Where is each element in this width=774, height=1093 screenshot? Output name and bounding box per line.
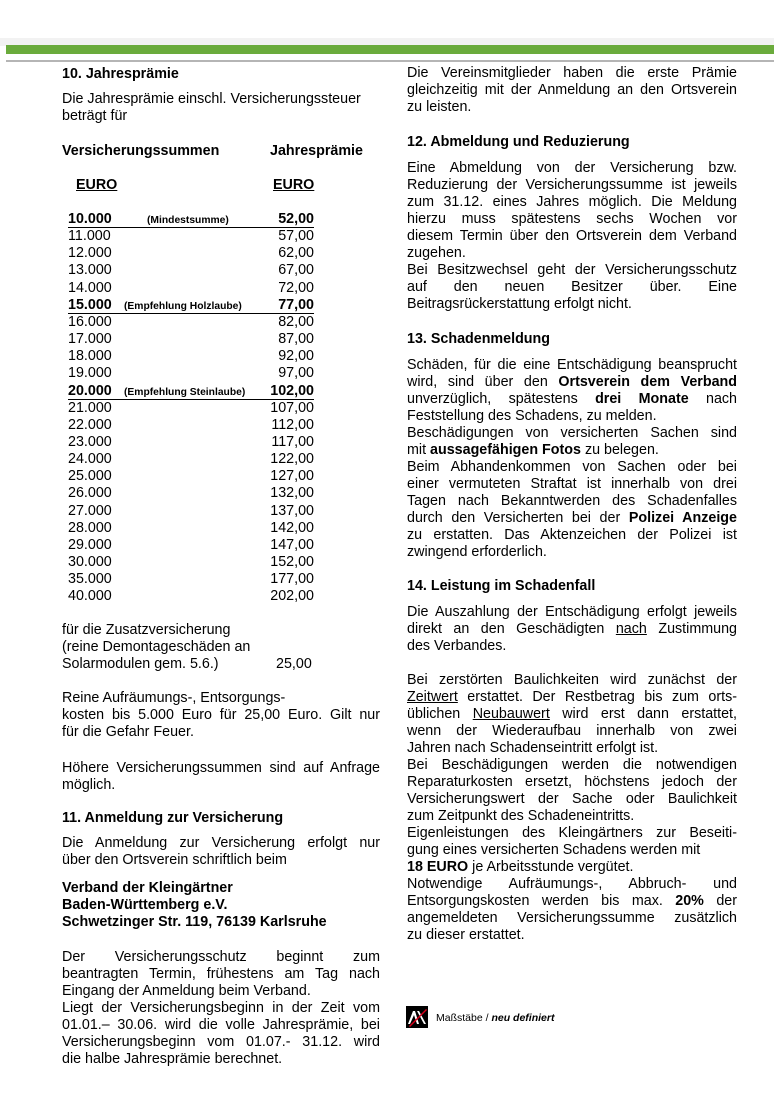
table-row xyxy=(68,280,314,297)
table-row xyxy=(68,588,314,605)
s14-line-3: des Verbandes. xyxy=(407,638,507,654)
row-sum: 27.000 xyxy=(68,503,112,519)
table-row xyxy=(68,503,314,520)
header-green-bar xyxy=(6,45,774,54)
row-sum: 20.000 xyxy=(68,383,112,399)
row-sum: 17.000 xyxy=(68,331,112,347)
s12-line-6: zugehen. xyxy=(407,245,466,261)
s14-para-2: Zeitwert erstattet. Der Restbetrag bis zum orts- xyxy=(407,689,737,705)
row-premium: 57,00 xyxy=(278,228,314,244)
s14-para-6: Bei Beschädigungen werden die notwendigen xyxy=(407,757,737,773)
s14-para-5: Jahren nach Schadenseintritt erfolgt ist. xyxy=(407,740,659,756)
row-premium: 72,00 xyxy=(278,280,314,296)
s11-text-2: über den Ortsverein schriftlich beim xyxy=(62,852,287,868)
s14-line-1: Die Auszahlung der Entschädigung erfolgt jeweils xyxy=(407,604,737,620)
table-row xyxy=(68,485,314,502)
s14-para-3: üblichen Neubauwert wird erst dann erstattet, xyxy=(407,706,737,722)
table-row xyxy=(68,468,314,485)
aufr-line-2: kosten bis 5.000 Euro für 25,00 Euro. Gilt nur xyxy=(62,707,380,723)
table-row xyxy=(68,571,314,588)
row-sum: 16.000 xyxy=(68,314,112,330)
s13-line-11: zu erstatten. Das Aktenzeichen der Polizei ist xyxy=(407,527,737,543)
axa-logo-icon xyxy=(406,1006,428,1028)
table-row xyxy=(68,262,314,279)
address-line-2: Baden-Württemberg e.V. xyxy=(62,897,228,913)
s12-line-2: Reduzierung der Versicherungssumme ist jeweils xyxy=(407,177,737,193)
s10-intro-2: beträgt für xyxy=(62,108,128,124)
row-sum: 15.000 xyxy=(68,297,112,313)
s14-para-8: Versicherungswert der Sache oder Baulichkeit xyxy=(407,791,737,807)
section-14-title: 14. Leistung im Schadenfall xyxy=(407,578,596,594)
row-premium: 97,00 xyxy=(278,365,314,381)
s11-begin-4: Liegt der Versicherungsbeginn in der Zeit vom xyxy=(62,1000,380,1016)
row-sum: 30.000 xyxy=(68,554,112,570)
table-row xyxy=(68,417,314,434)
table-row xyxy=(68,297,314,314)
unit-sum: EURO xyxy=(76,177,118,193)
row-premium: 202,00 xyxy=(270,588,314,604)
row-premium: 67,00 xyxy=(278,262,314,278)
section-13-title: 13. Schadenmeldung xyxy=(407,331,551,347)
table-row xyxy=(68,451,314,468)
address-line-1: Verband der Kleingärtner xyxy=(62,880,233,896)
table-row xyxy=(68,383,314,400)
aufr-line-1: Reine Aufräumungs-, Entsorgungs- xyxy=(62,690,286,706)
zusatz-price: 25,00 xyxy=(276,656,312,672)
row-sum: 26.000 xyxy=(68,485,112,501)
row-sum: 29.000 xyxy=(68,537,112,553)
s14-para-7: Reparaturkosten ersetzt, höchstens jedoch der xyxy=(407,774,737,790)
table-row xyxy=(68,434,314,451)
table-row xyxy=(68,245,314,262)
row-premium: 107,00 xyxy=(270,400,314,416)
s12-line-9: Beitragsrückerstattung erfolgt nicht. xyxy=(407,296,632,312)
col-header-premium: Jahresprämie xyxy=(270,143,363,159)
hoehere-line-1: Höhere Versicherungssummen sind auf Anfrage xyxy=(62,760,380,776)
s14-para-10: Eigenleistungen des Kleingärtners zur Beseiti- xyxy=(407,825,737,841)
s12-line-3: zum 31.12. eines Jahres möglich. Die Meldung xyxy=(407,194,737,210)
row-premium: 92,00 xyxy=(278,348,314,364)
row-sum: 10.000 xyxy=(68,211,112,227)
row-premium: 117,00 xyxy=(271,434,314,450)
s12-line-1: Eine Abmeldung von der Versicherung bzw. xyxy=(407,160,737,176)
row-note: (Empfehlung Holzlaube) xyxy=(124,301,242,312)
table-row xyxy=(68,211,314,228)
row-sum: 18.000 xyxy=(68,348,112,364)
zusatz-line-3: Solarmodulen gem. 5.6.) xyxy=(62,656,219,672)
row-sum: 19.000 xyxy=(68,365,112,381)
aufr-line-3: für die Gefahr Feuer. xyxy=(62,724,194,740)
hoehere-line-2: möglich. xyxy=(62,777,116,793)
s14-para-16: zu dieser erstattet. xyxy=(407,927,525,943)
table-row xyxy=(68,554,314,571)
s12-line-5: diesem Termin über den Ortsverein dem Verband xyxy=(407,228,737,244)
row-premium: 127,00 xyxy=(270,468,314,484)
row-sum: 12.000 xyxy=(68,245,112,261)
row-sum: 22.000 xyxy=(68,417,112,433)
s13-line-5: Beschädigungen von versicherten Sachen sind xyxy=(407,425,737,441)
row-sum: 24.000 xyxy=(68,451,112,467)
row-premium: 112,00 xyxy=(271,417,314,433)
col-header-sum: Versicherungssummen xyxy=(62,143,220,159)
s13-line-1: Schäden, für die eine Entschädigung beansprucht xyxy=(407,357,737,373)
row-sum: 13.000 xyxy=(68,262,112,278)
row-sum: 40.000 xyxy=(68,588,112,604)
row-sum: 35.000 xyxy=(68,571,112,587)
row-premium: 152,00 xyxy=(270,554,314,570)
table-row xyxy=(68,331,314,348)
s11-text-1: Die Anmeldung zur Versicherung erfolgt nur xyxy=(62,835,380,851)
row-premium: 52,00 xyxy=(278,211,314,227)
row-premium: 137,00 xyxy=(270,503,314,519)
header-divider xyxy=(6,60,774,62)
row-premium: 77,00 xyxy=(278,297,314,313)
s13-line-4: Feststellung des Schadens, zu melden. xyxy=(407,408,657,424)
s14-para-12: 18 EURO je Arbeitsstunde vergütet. xyxy=(407,859,634,875)
row-sum: 14.000 xyxy=(68,280,112,296)
s14-para-9: zum Zeitpunkt des Schadeneintritts. xyxy=(407,808,635,824)
row-premium: 177,00 xyxy=(270,571,314,587)
s11-begin-6: Versicherungsbeginn vom 01.07.- 31.12. wird xyxy=(62,1034,380,1050)
row-sum: 21.000 xyxy=(68,400,112,416)
row-premium: 142,00 xyxy=(270,520,314,536)
s11-begin-7: die halbe Jahresprämie berechnet. xyxy=(62,1051,283,1067)
row-sum: 28.000 xyxy=(68,520,112,536)
s11-begin-1: Der Versicherungsschutz beginnt zum xyxy=(62,949,380,965)
s12-line-4: hierzu muss spätestens sechs Wochen vor xyxy=(407,211,737,227)
s11-begin-5: 01.01.– 30.06. wird die volle Jahresprämie, bei xyxy=(62,1017,380,1033)
unit-premium: EURO xyxy=(273,177,315,193)
s14-para-13: Notwendige Aufräumungs-, Abbruch- und xyxy=(407,876,737,892)
section-12-title: 12. Abmeldung und Reduzierung xyxy=(407,134,630,150)
s13-line-9: Tagen nach Bekanntwerden des Schadenfalles xyxy=(407,493,737,509)
table-row xyxy=(68,365,314,382)
s13-line-12: zwingend erforderlich. xyxy=(407,544,547,560)
s14-para-14: Entsorgungskosten werden bis max. 20% der xyxy=(407,893,738,909)
s13-line-3: unverzüglich, spätestens drei Monate nach xyxy=(407,391,737,407)
row-premium: 147,00 xyxy=(270,537,314,553)
row-sum: 11.000 xyxy=(68,228,111,244)
table-row xyxy=(68,228,314,245)
row-sum: 25.000 xyxy=(68,468,112,484)
row-premium: 132,00 xyxy=(270,485,314,501)
table-row xyxy=(68,400,314,417)
section-10-title: 10. Jahresprämie xyxy=(62,66,179,82)
section-11-title: 11. Anmeldung zur Versicherung xyxy=(62,810,284,826)
s13-line-8: einer vermuteten Straftat ist innerhalb von drei xyxy=(407,476,737,492)
s11-begin-2: beantragten Termin, frühestens am Tag nach xyxy=(62,966,380,982)
s11-right-2: gleichzeitig mit der Anmeldung an den Ortsverein xyxy=(407,82,737,98)
s11-right-3: zu leisten. xyxy=(407,99,472,115)
table-row xyxy=(68,348,314,365)
row-premium: 87,00 xyxy=(278,331,314,347)
s12-line-7: Bei Besitzwechsel geht der Versicherungsschutz xyxy=(407,262,737,278)
s14-line-2: direkt an den Geschädigten nach Zustimmung xyxy=(407,621,737,637)
s13-line-10: durch den Versicherten bei der Polizei Anzeige xyxy=(407,510,737,526)
s11-begin-3: Eingang der Anmeldung beim Verband. xyxy=(62,983,311,999)
zusatz-line-2: (reine Demontageschäden an xyxy=(62,639,251,655)
zusatz-line-1: für die Zusatzversicherung xyxy=(62,622,231,638)
s14-para-15: angemeldeten Versicherungssumme zusätzlich xyxy=(407,910,737,926)
row-premium: 62,00 xyxy=(278,245,314,261)
table-row xyxy=(68,537,314,554)
s14-para-11: gung eines versicherten Schadens werden mit xyxy=(407,842,701,858)
row-note: (Empfehlung Steinlaube) xyxy=(124,387,246,398)
s13-line-7: Beim Abhandenkommen von Sachen oder bei xyxy=(407,459,737,475)
s10-intro-1: Die Jahresprämie einschl. Versicherungssteuer xyxy=(62,91,361,107)
row-sum: 23.000 xyxy=(68,434,112,450)
table-row xyxy=(68,520,314,537)
row-note: (Mindestsumme) xyxy=(147,215,229,226)
s13-line-2: wird, sind über den Ortsverein dem Verband xyxy=(407,374,737,390)
table-row xyxy=(68,314,314,331)
s13-line-6: mit aussagefähigen Fotos zu belegen. xyxy=(407,442,659,458)
s14-para-1: Bei zerstörten Baulichkeiten wird zunächst der xyxy=(407,672,737,688)
s11-right-1: Die Vereinsmitglieder haben die erste Prämie xyxy=(407,65,737,81)
s14-para-4: wenn der Wiederaufbau innerhalb von zwei xyxy=(407,723,737,739)
footer-tagline: Maßstäbe / neu definiert xyxy=(436,1012,555,1024)
row-premium: 82,00 xyxy=(278,314,314,330)
address-line-3: Schwetzinger Str. 119, 76139 Karlsruhe xyxy=(62,914,327,930)
row-premium: 122,00 xyxy=(270,451,314,467)
row-premium: 102,00 xyxy=(270,383,314,399)
s12-line-8: auf den neuen Besitzer über. Eine xyxy=(407,279,737,295)
